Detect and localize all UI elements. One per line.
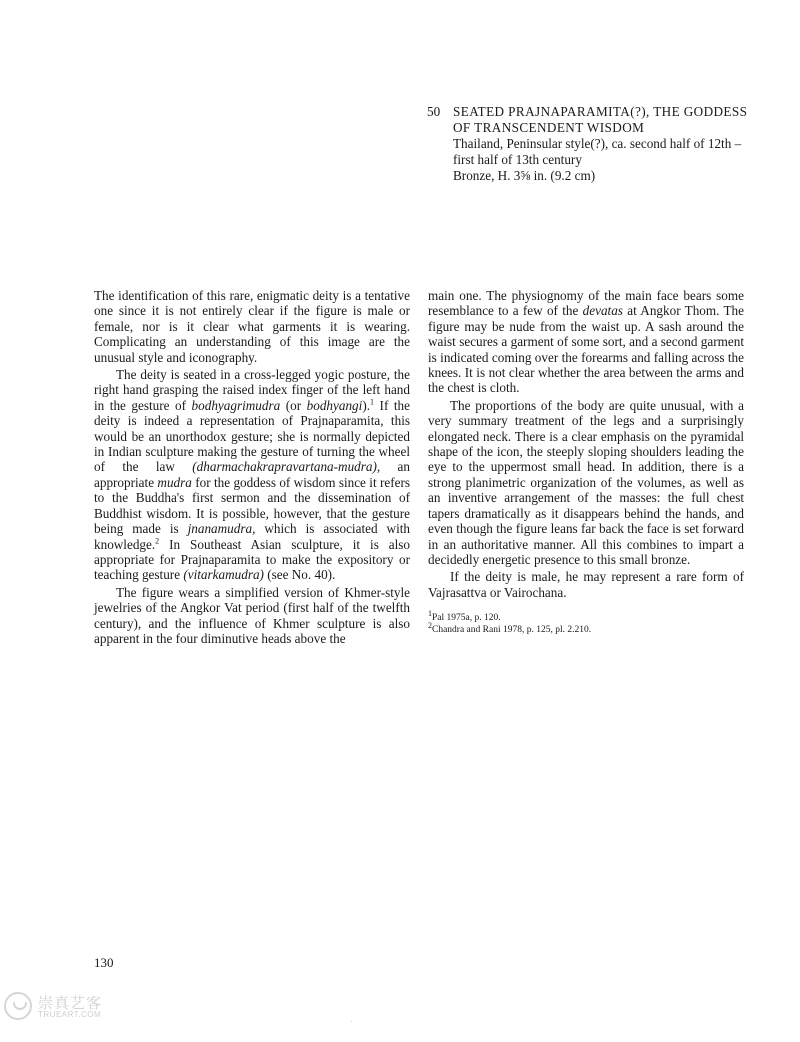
paragraph: The identification of this rare, enigmatic deity is a tentative one since it is not entirely clear if the figure is male or female, nor is it clear what garments it is wearing. Complicating an understanding of this image are the unusual style and iconography. xyxy=(94,288,410,365)
footnote-ref: 2 xyxy=(155,536,160,546)
paragraph: If the deity is male, he may represent a rare form of Vajrasattva or Vairochana. xyxy=(428,569,744,600)
term: bodhyangi xyxy=(306,397,363,413)
left-text-column xyxy=(94,288,410,646)
catalog-number: 50 xyxy=(427,104,441,119)
caption-title-line-2: OF TRANSCENDENT WISDOM xyxy=(453,120,645,135)
caption-origin: Thailand, Peninsular style(?), ca. second half of 12th – first half of 13th century xyxy=(453,136,742,167)
term: (vitarkamudra) xyxy=(183,567,264,583)
caption-material: Bronze, H. 3⅝ in. (9.2 cm) xyxy=(453,168,596,183)
figure-caption xyxy=(427,104,757,184)
footnote-ref: 1 xyxy=(370,397,375,407)
watermark xyxy=(4,990,134,1024)
term: (dharmachakrapravartana-mudra), xyxy=(192,459,381,475)
scan-speck: · xyxy=(350,1017,354,1028)
footnotes xyxy=(428,608,744,636)
caption-title-line-1: SEATED PRAJNAPARAMITA(?), THE GODDESS xyxy=(453,104,748,119)
watermark-subtext: TRUEART.COM xyxy=(38,1010,102,1019)
term: jnanamudra, xyxy=(187,521,256,537)
paragraph: The figure wears a simplified version of Khmer-style jewelries of the Angkor Vat period (first half of the twelfth century), and the influence of Khmer sculpture is also apparent in the four diminutive heads above the xyxy=(94,584,410,646)
paragraph: The deity is seated in a cross-legged yogic posture, the right hand grasping the raised index finger of the left hand in the gesture of bodhyagrimudra (or bodhyangi).$^1$ If the deity is indeed a representation of Prajnaparamita, this would be an unorthodox gesture; she is normally depicted in Indian sculpture making the gesture of turning the wheel of the law (dharmachakrapravartana-mudra), an appropriate mudra for the goddess of wisdom since it refers to the Buddha's first sermon and the dissemination of Buddhist wisdom. It is possible, however, that the gesture being made is jnanamudra, which is associated with knowledge.$^2$ In Southeast Asian sculpture, it is also appropriate for Prajnaparamita to make the expository or teaching gesture (vitarkamudra) (see No. 40). xyxy=(94,367,410,583)
watermark-logo-icon xyxy=(4,992,32,1020)
term: bodhyagrimudra xyxy=(191,397,281,413)
footnote: $^1$Pal 1975a, p. 120. xyxy=(428,608,501,624)
footnote: $^2$Chandra and Rani 1978, p. 125, pl. 2.210. xyxy=(428,620,592,636)
page-number: 130 xyxy=(94,955,114,970)
right-text-column xyxy=(428,288,744,636)
paragraph: main one. The physiognomy of the main face bears some resemblance to a few of the devatas at Angkor Thom. The figure may be nude from the waist up. A sash around the waist secures a garment of some sort, and a second garment is indicated coming over the forearms and falling across the knees. It is not clear whether the area between the arms and the chest is cloth. xyxy=(428,288,745,396)
watermark-text: 崇真艺客 xyxy=(38,995,103,1012)
term: devatas xyxy=(582,303,623,319)
term: mudra xyxy=(157,474,192,490)
paragraph: The proportions of the body are quite unusual, with a very summary treatment of the legs and a surprisingly elongated neck. There is a clear emphasis on the pyramidal shape of the icon, the steeply sloping shoulders leading the eye to the uppermost small head. In addition, there is a strong planimetric organization of the volumes, as well as an inventive arrangement of the masses: the full chest tapers dramatically as it disappears behind the hands, and even though the figure leans far back the face is set forward in an authoritative manner. All this combines to impart a decidedly energetic presence to this small bronze. xyxy=(428,397,744,567)
